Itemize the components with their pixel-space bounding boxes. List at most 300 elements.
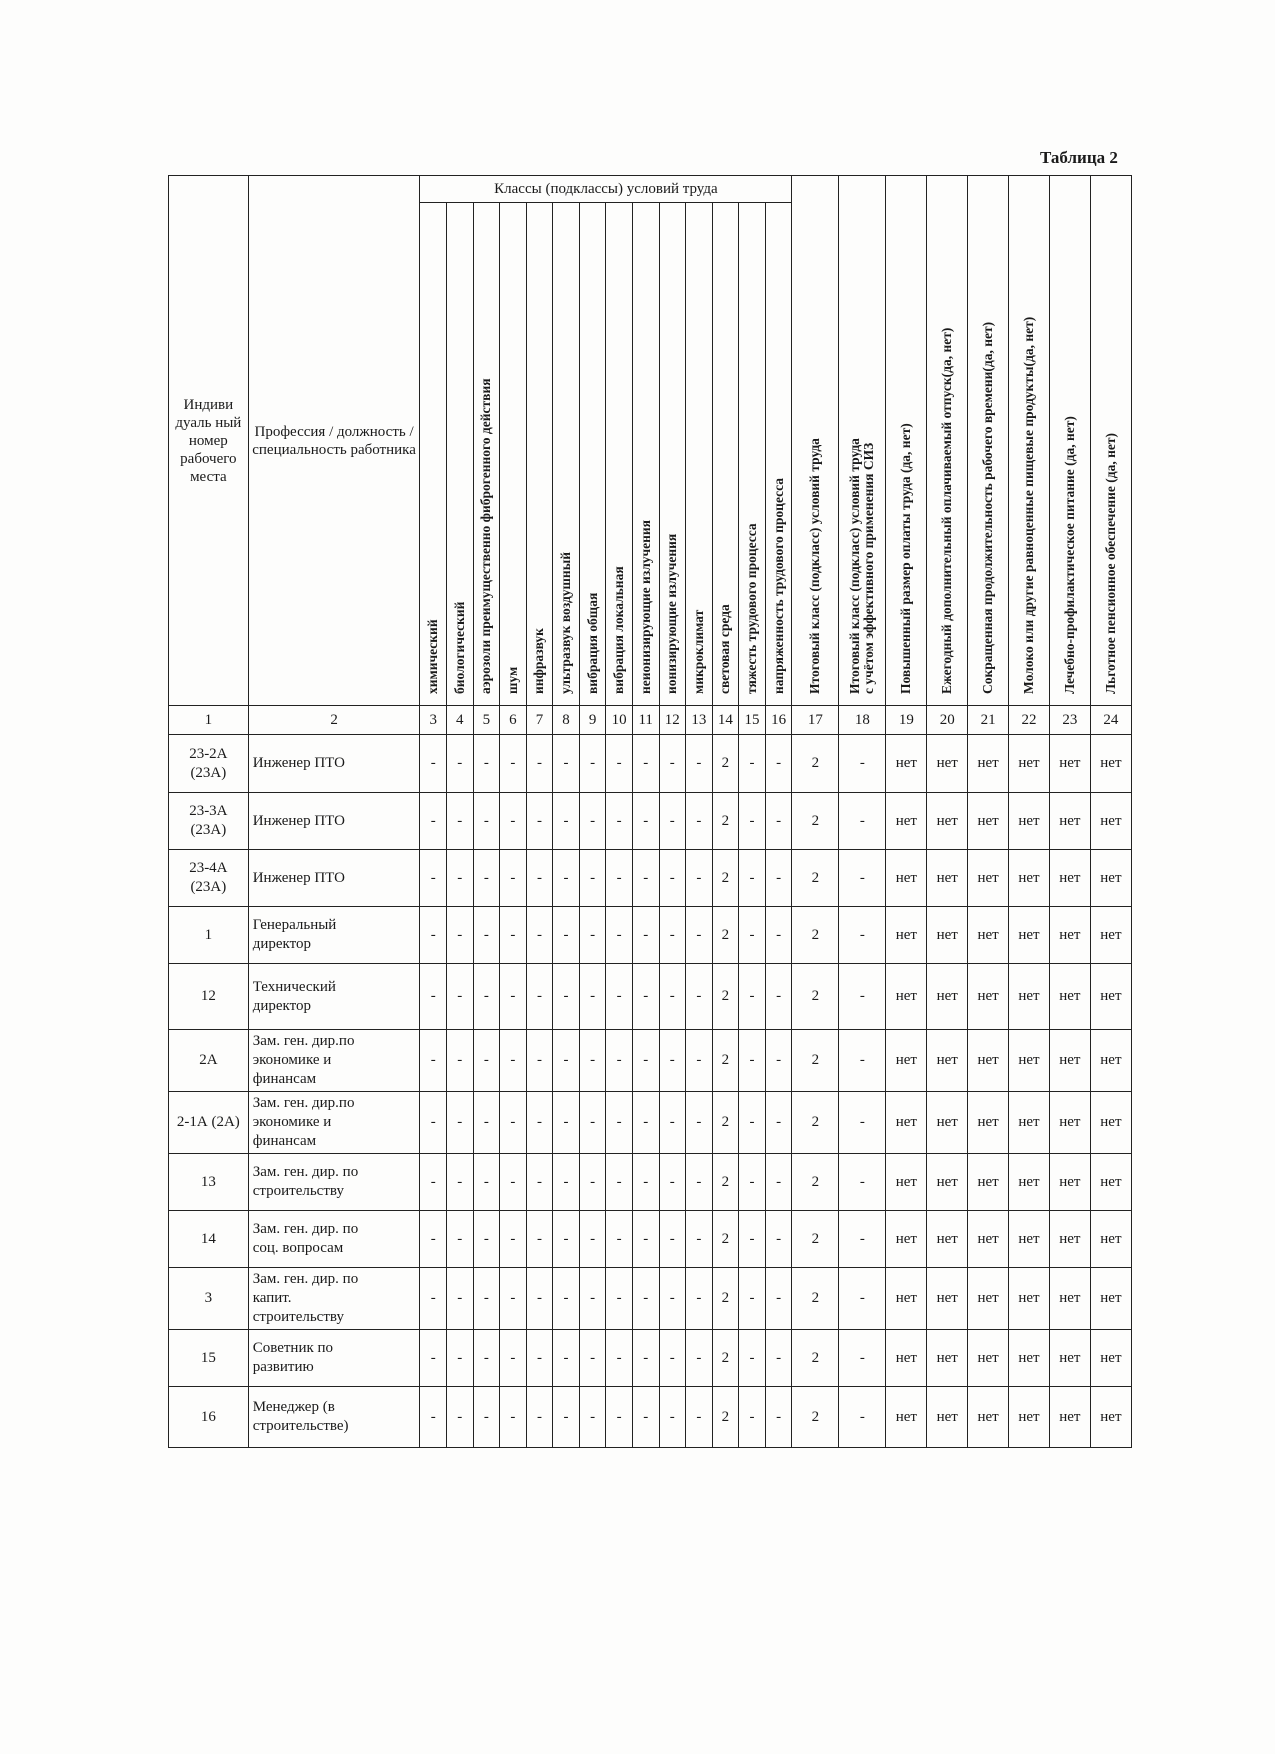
factor-class-cell: - xyxy=(632,1330,659,1387)
factor-class-cell: 2 xyxy=(712,1211,739,1268)
factor-class-cell: - xyxy=(473,735,500,793)
factor-class-cell: - xyxy=(686,850,713,907)
column-number: 18 xyxy=(839,706,886,735)
factor-class-cell: - xyxy=(659,1092,686,1154)
factor-class-cell: - xyxy=(606,907,633,964)
total-class-siz-cell: - xyxy=(839,1092,886,1154)
factor-class-cell: 2 xyxy=(712,964,739,1030)
guarantee-cell: нет xyxy=(1090,1154,1131,1211)
guarantee-cell: нет xyxy=(968,1268,1009,1330)
factor-class-cell: - xyxy=(686,735,713,793)
header-col17-text: Итоговый класс (подкласс) условий труда xyxy=(807,438,823,694)
factor-class-cell: - xyxy=(739,1030,766,1092)
factor-class-cell: - xyxy=(526,1268,553,1330)
factor-class-cell: - xyxy=(553,1211,580,1268)
workplace-number xyxy=(169,1330,249,1387)
guarantee-cell: нет xyxy=(1090,1330,1131,1387)
workplace-number xyxy=(169,1092,249,1154)
header-factor-14 xyxy=(712,203,739,706)
profession-line: Инженер ПТО xyxy=(252,812,345,829)
factor-class-cell: - xyxy=(500,1092,527,1154)
factor-class-cell: 2 xyxy=(712,1154,739,1211)
header-factor-10 xyxy=(606,203,633,706)
factor-class-cell: - xyxy=(553,1387,580,1448)
factor-class-cell: - xyxy=(632,1030,659,1092)
header-col24 xyxy=(1090,176,1131,706)
header-col24-text: Льготное пенсионное обеспечение (да, нет) xyxy=(1102,433,1118,694)
column-number: 16 xyxy=(765,706,792,735)
guarantee-cell: нет xyxy=(1049,793,1090,850)
factor-class-cell: - xyxy=(686,1387,713,1448)
profession-name xyxy=(248,1030,420,1092)
factor-class-cell: - xyxy=(686,1330,713,1387)
factor-class-cell: - xyxy=(579,1211,606,1268)
total-class-cell: 2 xyxy=(792,1330,839,1387)
total-class-siz-cell: - xyxy=(839,1387,886,1448)
guarantee-cell: нет xyxy=(886,964,927,1030)
factor-class-cell: - xyxy=(473,1268,500,1330)
factor-class-cell: - xyxy=(500,1154,527,1211)
factor-class-cell: - xyxy=(500,1387,527,1448)
factor-class-cell: 2 xyxy=(712,1330,739,1387)
profession-line: Менеджер (в xyxy=(252,1399,335,1415)
factor-class-cell: - xyxy=(659,1268,686,1330)
total-class-siz-cell: - xyxy=(839,793,886,850)
profession-line: Технический xyxy=(252,978,336,995)
factor-class-cell: - xyxy=(606,1211,633,1268)
header-factor-11 xyxy=(632,203,659,706)
guarantee-cell: нет xyxy=(927,907,968,964)
profession-line: Советник по xyxy=(252,1340,334,1356)
header-factor-7 xyxy=(526,203,553,706)
header-factor-6 xyxy=(500,203,527,706)
factor-class-cell: - xyxy=(739,793,766,850)
header-factor-13 xyxy=(686,203,713,706)
profession-line: Инженер ПТО xyxy=(252,755,345,771)
factor-class-cell: - xyxy=(526,735,553,793)
workplace-number-line: 23-2А xyxy=(189,745,228,762)
guarantee-cell: нет xyxy=(1049,1154,1090,1211)
total-class-cell: 2 xyxy=(792,964,839,1030)
guarantee-cell: нет xyxy=(886,735,927,793)
factor-class-cell: - xyxy=(606,1268,633,1330)
guarantee-cell: нет xyxy=(968,964,1009,1030)
factor-class-cell: - xyxy=(686,1211,713,1268)
factor-class-cell: - xyxy=(420,1092,447,1154)
factor-class-cell: - xyxy=(765,964,792,1030)
factor-class-cell: - xyxy=(553,1092,580,1154)
column-number: 7 xyxy=(526,706,553,735)
factor-class-cell: - xyxy=(553,793,580,850)
factor-class-cell: - xyxy=(420,793,447,850)
total-class-cell: 2 xyxy=(792,1030,839,1092)
column-number: 13 xyxy=(686,706,713,735)
header-col20 xyxy=(927,176,968,706)
workplace-number xyxy=(169,735,249,793)
factor-class-cell: - xyxy=(553,1268,580,1330)
factor-class-cell: 2 xyxy=(712,1268,739,1330)
header-factor-text: тяжесть трудового процесса xyxy=(743,523,759,694)
guarantee-cell: нет xyxy=(927,1387,968,1448)
column-number: 4 xyxy=(447,706,474,735)
guarantee-cell: нет xyxy=(1009,1330,1050,1387)
column-number: 22 xyxy=(1009,706,1050,735)
profession-line: финансам xyxy=(252,1071,317,1087)
profession-line: соц. вопросам xyxy=(252,1240,344,1256)
header-col18-text xyxy=(848,198,876,700)
header-factor-text: аэрозоли преимущественно фиброгенного действия xyxy=(478,378,494,694)
factor-class-cell: - xyxy=(579,1154,606,1211)
factor-class-cell: - xyxy=(659,1030,686,1092)
header-col19 xyxy=(886,176,927,706)
factor-class-cell: - xyxy=(500,907,527,964)
total-class-siz-cell: - xyxy=(839,1268,886,1330)
column-number: 2 xyxy=(248,706,420,735)
factor-class-cell: - xyxy=(500,735,527,793)
factor-class-cell: - xyxy=(500,793,527,850)
factor-class-cell: - xyxy=(632,793,659,850)
header-workplace-number: Индиви дуаль ный номер рабочего места xyxy=(169,176,249,706)
guarantee-cell: нет xyxy=(1009,964,1050,1030)
column-number: 15 xyxy=(739,706,766,735)
header-factor-8 xyxy=(553,203,580,706)
factor-class-cell: - xyxy=(447,1030,474,1092)
factor-class-cell: - xyxy=(579,1030,606,1092)
factor-class-cell: - xyxy=(659,1211,686,1268)
total-class-siz-cell: - xyxy=(839,735,886,793)
column-number-row xyxy=(169,706,1132,735)
factor-class-cell: - xyxy=(659,735,686,793)
guarantee-cell: нет xyxy=(1090,735,1131,793)
header-col22-text: Молоко или другие равноценные пищевые продукты(да, нет) xyxy=(1020,316,1036,694)
total-class-cell: 2 xyxy=(792,850,839,907)
total-class-siz-cell: - xyxy=(839,1330,886,1387)
column-number: 23 xyxy=(1049,706,1090,735)
factor-class-cell: 2 xyxy=(712,793,739,850)
guarantee-cell: нет xyxy=(1049,850,1090,907)
table-caption: Таблица 2 xyxy=(1040,148,1118,167)
guarantee-cell: нет xyxy=(886,1030,927,1092)
table-row xyxy=(169,1387,1132,1448)
workplace-number xyxy=(169,793,249,850)
guarantee-cell: нет xyxy=(1049,1387,1090,1448)
total-class-siz-cell: - xyxy=(839,907,886,964)
guarantee-cell: нет xyxy=(1009,1092,1050,1154)
factor-class-cell: - xyxy=(579,1330,606,1387)
profession-line: директор xyxy=(252,997,311,1014)
factor-class-cell: - xyxy=(659,1387,686,1448)
profession-line: Генеральный xyxy=(252,917,337,933)
factor-class-cell: - xyxy=(659,964,686,1030)
guarantee-cell: нет xyxy=(1090,793,1131,850)
factor-class-cell: - xyxy=(765,1092,792,1154)
guarantee-cell: нет xyxy=(968,1387,1009,1448)
guarantee-cell: нет xyxy=(886,1387,927,1448)
factor-class-cell: - xyxy=(447,1387,474,1448)
factor-class-cell: - xyxy=(553,907,580,964)
factor-class-cell: - xyxy=(579,907,606,964)
factor-class-cell: - xyxy=(686,1030,713,1092)
factor-class-cell: - xyxy=(500,1211,527,1268)
factor-class-cell: - xyxy=(739,1211,766,1268)
factor-class-cell: - xyxy=(739,850,766,907)
profession-line: строительстве) xyxy=(252,1418,349,1434)
factor-class-cell: - xyxy=(420,1268,447,1330)
factor-class-cell: - xyxy=(632,850,659,907)
factor-class-cell: - xyxy=(632,1387,659,1448)
table-row xyxy=(169,907,1132,964)
profession-name xyxy=(248,1211,420,1268)
guarantee-cell: нет xyxy=(1009,1211,1050,1268)
guarantee-cell: нет xyxy=(968,1154,1009,1211)
column-number: 17 xyxy=(792,706,839,735)
guarantee-cell: нет xyxy=(1090,907,1131,964)
factor-class-cell: 2 xyxy=(712,907,739,964)
factor-class-cell: - xyxy=(500,1030,527,1092)
factor-class-cell: - xyxy=(659,907,686,964)
factor-class-cell: - xyxy=(765,735,792,793)
guarantee-cell: нет xyxy=(1090,850,1131,907)
guarantee-cell: нет xyxy=(1009,850,1050,907)
header-factor-text: ионизирующие излучения xyxy=(664,533,680,694)
column-number: 12 xyxy=(659,706,686,735)
header-col22 xyxy=(1009,176,1050,706)
total-class-cell: 2 xyxy=(792,907,839,964)
guarantee-cell: нет xyxy=(1049,735,1090,793)
header-factor-text: вибрация общая xyxy=(584,592,600,694)
factor-class-cell: - xyxy=(739,735,766,793)
guarantee-cell: нет xyxy=(1090,964,1131,1030)
workplace-number-line: 1 xyxy=(204,926,213,943)
column-number: 24 xyxy=(1090,706,1131,735)
guarantee-cell: нет xyxy=(886,1268,927,1330)
total-class-cell: 2 xyxy=(792,1387,839,1448)
factor-class-cell: - xyxy=(765,1211,792,1268)
factor-class-cell: - xyxy=(659,1330,686,1387)
guarantee-cell: нет xyxy=(886,850,927,907)
factor-class-cell: - xyxy=(553,1330,580,1387)
workplace-number-line: 2А xyxy=(199,1052,218,1068)
factor-class-cell: - xyxy=(473,850,500,907)
table-row xyxy=(169,1268,1132,1330)
factor-class-cell: - xyxy=(739,1092,766,1154)
workplace-number-line: (23А) xyxy=(190,764,227,781)
workplace-number xyxy=(169,1211,249,1268)
factor-class-cell: - xyxy=(765,1387,792,1448)
profession-name xyxy=(248,964,420,1030)
factor-class-cell: - xyxy=(473,1154,500,1211)
factor-class-cell: - xyxy=(606,850,633,907)
factor-class-cell: - xyxy=(447,1154,474,1211)
profession-name xyxy=(248,793,420,850)
header-factor-5 xyxy=(473,203,500,706)
guarantee-cell: нет xyxy=(927,1330,968,1387)
workplace-number-line: 13 xyxy=(200,1173,216,1190)
guarantee-cell: нет xyxy=(1009,1030,1050,1092)
column-number: 8 xyxy=(553,706,580,735)
guarantee-cell: нет xyxy=(1049,1030,1090,1092)
header-conditions-group: Классы (подклассы) условий труда xyxy=(420,176,792,203)
factor-class-cell: - xyxy=(579,850,606,907)
header-col21 xyxy=(968,176,1009,706)
factor-class-cell: - xyxy=(659,793,686,850)
table-row xyxy=(169,964,1132,1030)
factor-class-cell: - xyxy=(686,793,713,850)
guarantee-cell: нет xyxy=(1049,1330,1090,1387)
guarantee-cell: нет xyxy=(968,735,1009,793)
guarantee-cell: нет xyxy=(927,793,968,850)
total-class-siz-cell: - xyxy=(839,1030,886,1092)
factor-class-cell: - xyxy=(579,1092,606,1154)
factor-class-cell: - xyxy=(447,793,474,850)
guarantee-cell: нет xyxy=(927,1268,968,1330)
factor-class-cell: - xyxy=(686,1092,713,1154)
total-class-cell: 2 xyxy=(792,1154,839,1211)
factor-class-cell: - xyxy=(473,964,500,1030)
guarantee-cell: нет xyxy=(927,1211,968,1268)
header-factor-text: шум xyxy=(504,666,520,694)
workplace-number-line: 12 xyxy=(200,988,216,1004)
profession-name xyxy=(248,850,420,907)
workplace-number-line: (23А) xyxy=(190,822,227,838)
total-class-siz-cell: - xyxy=(839,850,886,907)
profession-line: развитию xyxy=(252,1359,314,1375)
factor-class-cell: - xyxy=(606,1092,633,1154)
total-class-cell: 2 xyxy=(792,1211,839,1268)
guarantee-cell: нет xyxy=(1049,1092,1090,1154)
factor-class-cell: - xyxy=(526,907,553,964)
workplace-number xyxy=(169,964,249,1030)
header-profession: Профессия / должность / специальность работника xyxy=(248,176,420,706)
factor-class-cell: - xyxy=(606,1154,633,1211)
total-class-siz-cell: - xyxy=(839,964,886,1030)
factor-class-cell: - xyxy=(447,1092,474,1154)
factor-class-cell: - xyxy=(447,850,474,907)
factor-class-cell: - xyxy=(765,1330,792,1387)
header-col23-text: Лечебно-профилактическое питание (да, нет) xyxy=(1061,416,1077,694)
factor-class-cell: - xyxy=(420,1154,447,1211)
header-col19-text: Повышенный размер оплаты труда (да, нет) xyxy=(898,423,914,694)
factor-class-cell: - xyxy=(632,1268,659,1330)
table-row xyxy=(169,1211,1132,1268)
profession-line: Зам. ген. дир.по xyxy=(252,1033,355,1049)
workplace-number-line: 3 xyxy=(204,1290,213,1306)
workplace-number-line: 16 xyxy=(200,1408,216,1425)
factor-class-cell: - xyxy=(606,1387,633,1448)
factor-class-cell: - xyxy=(739,1154,766,1211)
factor-class-cell: - xyxy=(606,793,633,850)
factor-class-cell: - xyxy=(739,907,766,964)
profession-name xyxy=(248,907,420,964)
workplace-number xyxy=(169,1268,249,1330)
guarantee-cell: нет xyxy=(1090,1092,1131,1154)
profession-line: финансам xyxy=(252,1133,317,1149)
workplace-number xyxy=(169,1387,249,1448)
guarantee-cell: нет xyxy=(968,907,1009,964)
workplace-number xyxy=(169,850,249,907)
factor-class-cell: - xyxy=(739,1387,766,1448)
guarantee-cell: нет xyxy=(968,850,1009,907)
total-class-siz-cell: - xyxy=(839,1154,886,1211)
factor-class-cell: - xyxy=(526,1030,553,1092)
guarantee-cell: нет xyxy=(927,1154,968,1211)
table-row xyxy=(169,1092,1132,1154)
profession-name xyxy=(248,1154,420,1211)
table-row xyxy=(169,1330,1132,1387)
factor-class-cell: - xyxy=(447,964,474,1030)
column-number: 10 xyxy=(606,706,633,735)
factor-class-cell: - xyxy=(765,907,792,964)
profession-line: экономике и xyxy=(252,1052,332,1068)
header-factor-4 xyxy=(447,203,474,706)
factor-class-cell: - xyxy=(739,1268,766,1330)
working-conditions-table xyxy=(168,175,1132,1448)
header-col18-line1: Итоговый класс (подкласс) условий труда xyxy=(847,438,863,694)
factor-class-cell: - xyxy=(686,1268,713,1330)
total-class-siz-cell: - xyxy=(839,1211,886,1268)
column-number: 20 xyxy=(927,706,968,735)
factor-class-cell: 2 xyxy=(712,1387,739,1448)
factor-class-cell: - xyxy=(686,1154,713,1211)
factor-class-cell: - xyxy=(526,1154,553,1211)
workplace-number-line: 15 xyxy=(200,1349,216,1366)
total-class-cell: 2 xyxy=(792,735,839,793)
factor-class-cell: - xyxy=(579,1268,606,1330)
guarantee-cell: нет xyxy=(1009,793,1050,850)
guarantee-cell: нет xyxy=(886,1154,927,1211)
factor-class-cell: - xyxy=(420,907,447,964)
factor-class-cell: 2 xyxy=(712,735,739,793)
factor-class-cell: 2 xyxy=(712,1092,739,1154)
guarantee-cell: нет xyxy=(1049,1211,1090,1268)
header-factor-12 xyxy=(659,203,686,706)
header-factor-text: микроклимат xyxy=(690,609,706,694)
factor-class-cell: - xyxy=(500,964,527,1030)
profession-line: Зам. ген. дир. по xyxy=(252,1221,359,1237)
factor-class-cell: - xyxy=(659,850,686,907)
factor-class-cell: - xyxy=(473,1030,500,1092)
factor-class-cell: - xyxy=(420,850,447,907)
factor-class-cell: - xyxy=(632,964,659,1030)
guarantee-cell: нет xyxy=(1009,907,1050,964)
table-row xyxy=(169,793,1132,850)
factor-class-cell: 2 xyxy=(712,850,739,907)
factor-class-cell: 2 xyxy=(712,1030,739,1092)
column-number: 6 xyxy=(500,706,527,735)
guarantee-cell: нет xyxy=(1090,1030,1131,1092)
column-number: 1 xyxy=(169,706,249,735)
factor-class-cell: - xyxy=(420,1387,447,1448)
factor-class-cell: - xyxy=(473,1092,500,1154)
factor-class-cell: - xyxy=(765,793,792,850)
factor-class-cell: - xyxy=(473,1211,500,1268)
guarantee-cell: нет xyxy=(927,1030,968,1092)
guarantee-cell: нет xyxy=(968,1330,1009,1387)
header-factor-text: инфразвук xyxy=(531,628,547,694)
header-factor-15 xyxy=(739,203,766,706)
profession-line: строительству xyxy=(252,1309,344,1325)
header-factor-text: ультразвук воздушный xyxy=(558,551,574,694)
column-number: 5 xyxy=(473,706,500,735)
profession-name xyxy=(248,1268,420,1330)
guarantee-cell: нет xyxy=(886,907,927,964)
guarantee-cell: нет xyxy=(1049,964,1090,1030)
factor-class-cell: - xyxy=(420,1030,447,1092)
profession-line: Зам. ген. дир.по xyxy=(252,1095,355,1111)
factor-class-cell: - xyxy=(765,850,792,907)
profession-name xyxy=(248,735,420,793)
guarantee-cell: нет xyxy=(1009,735,1050,793)
